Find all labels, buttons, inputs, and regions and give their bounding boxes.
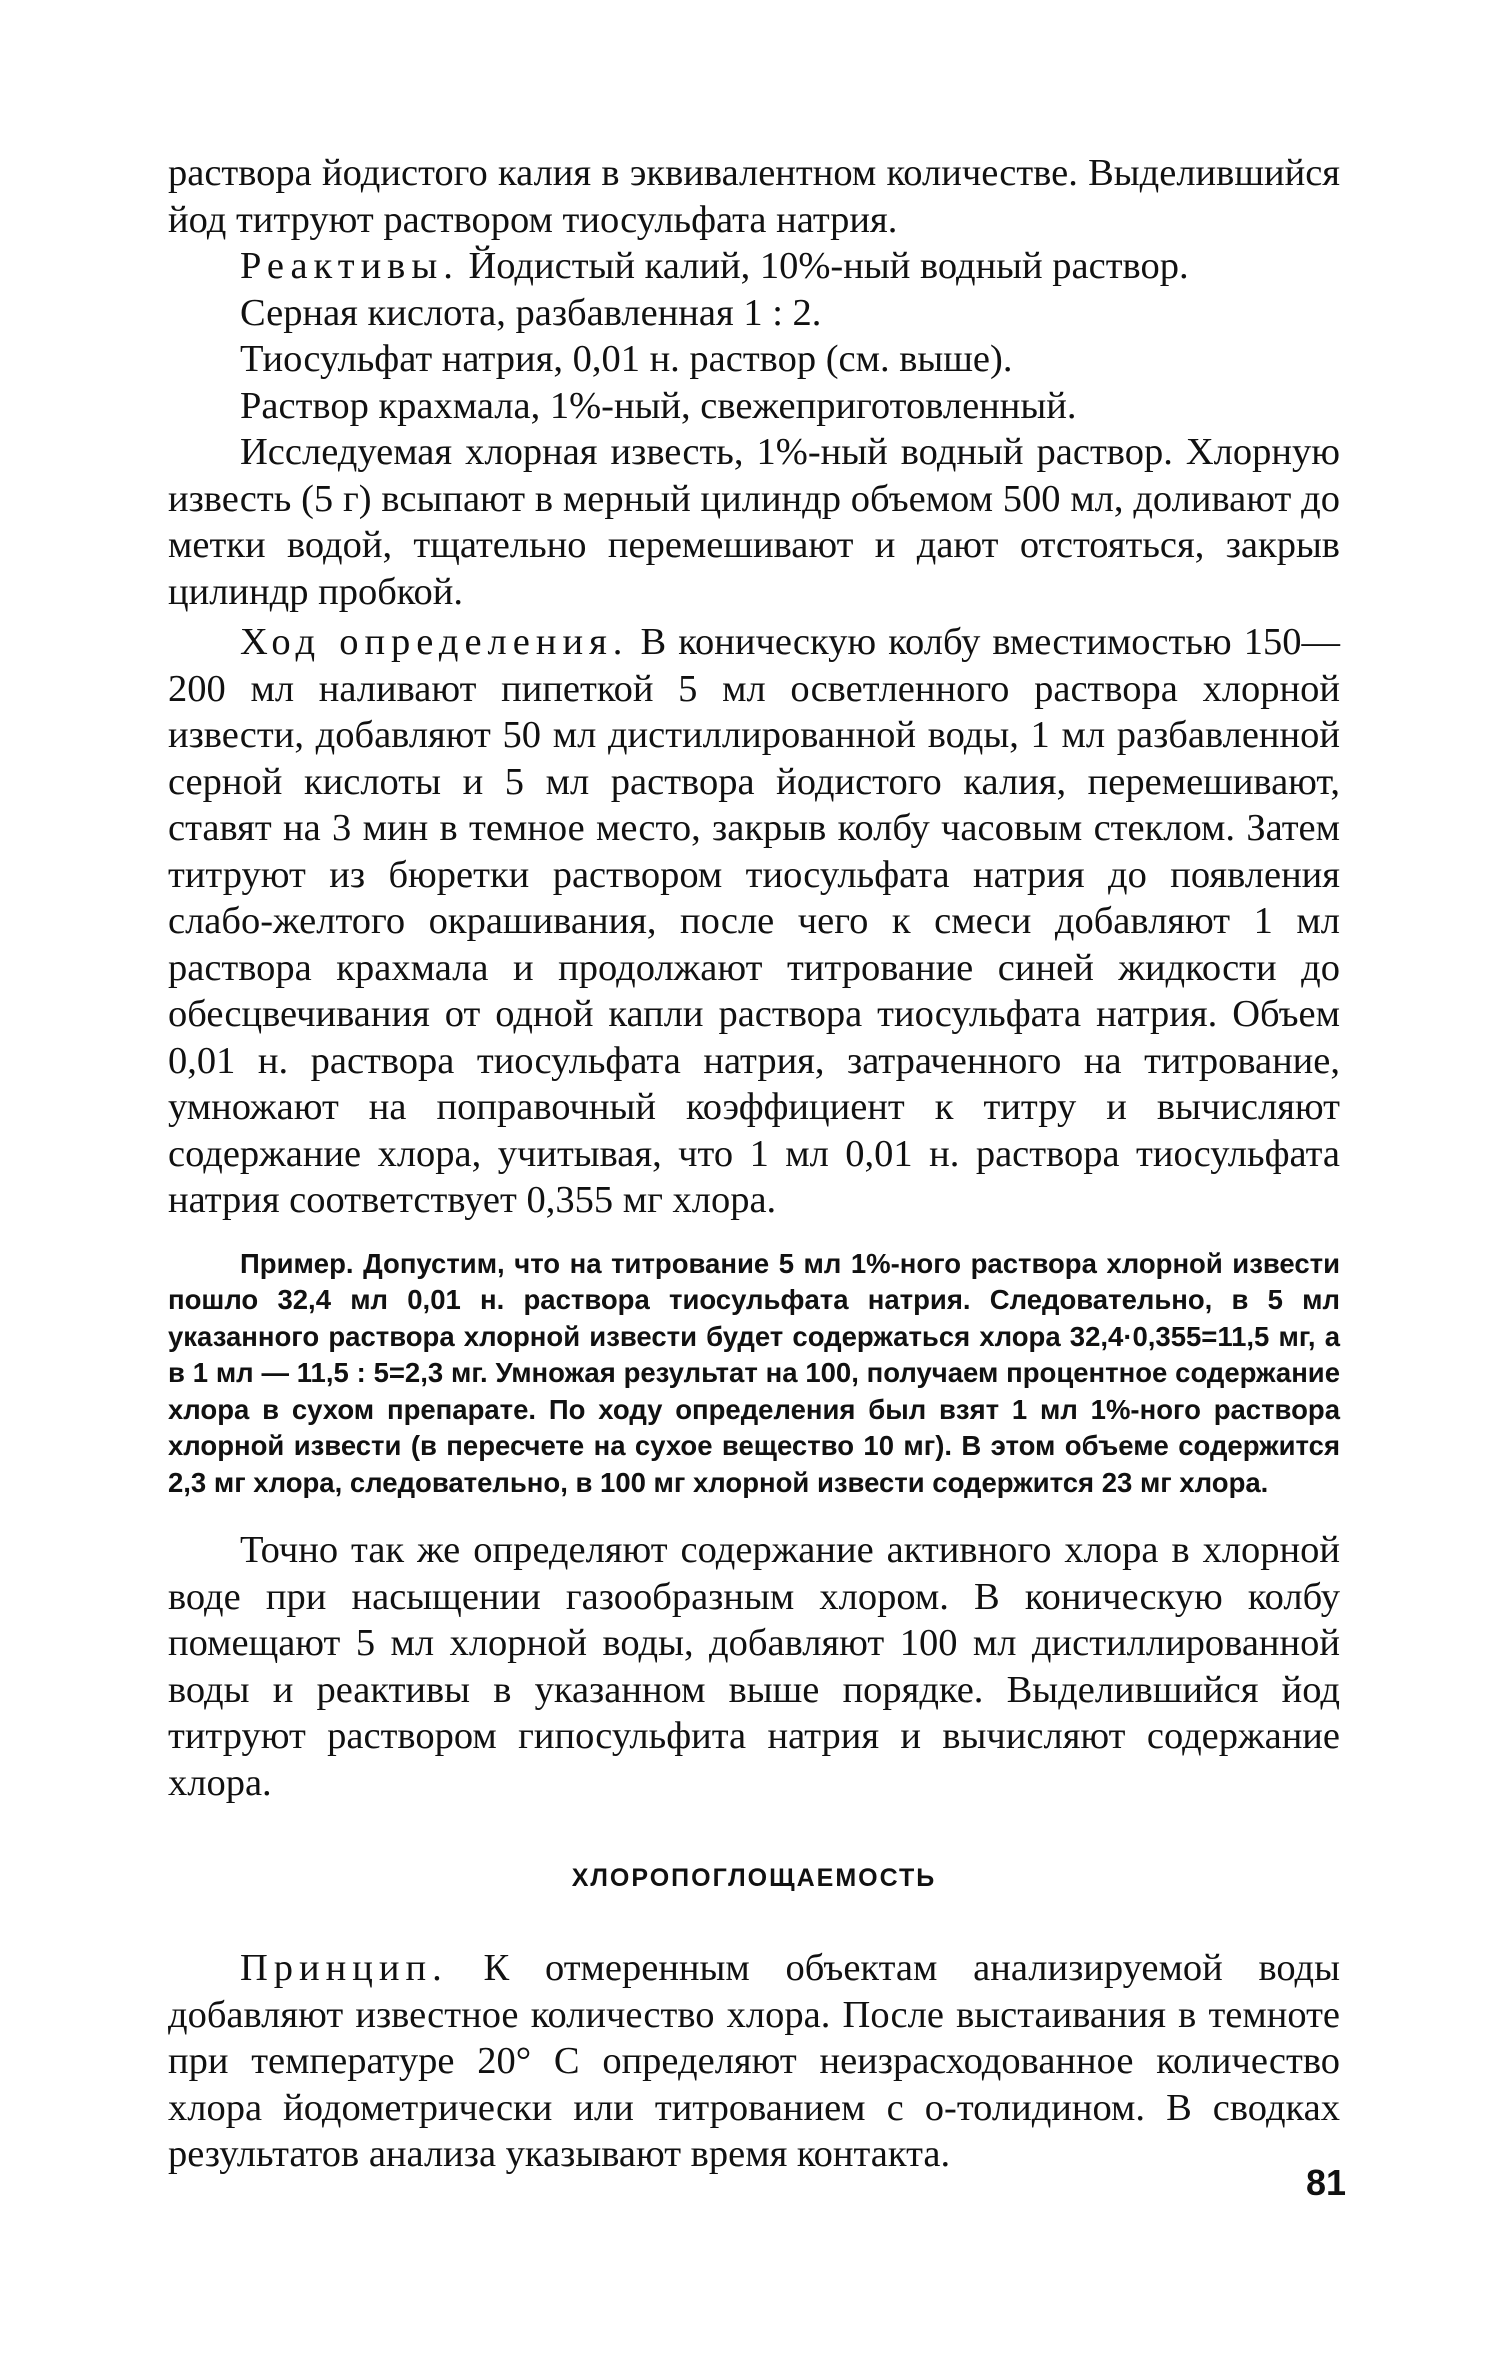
reagent-starch: Раствор крахмала, 1%-ный, свежеприготовленный. <box>240 384 1077 427</box>
reagent-sodium-thiosulfate: Тиосульфат натрия, 0,01 н. раствор (см. выше). <box>240 338 1013 380</box>
page-body <box>168 150 1340 2178</box>
example-label: Пример. <box>240 1247 354 1279</box>
page-number: 81 <box>1306 2162 1347 2203</box>
reagents-line-1 <box>168 243 1340 290</box>
paragraph-chlorine-water: Точно так же определяют содержание активного хлора в хлорной воде при насыщении газообразным хлором. В коническую колбу помещают 5 мл хлорной воды, добавляют 100 мл дистиллированной воды и реактивы в указанном выше порядке. Выделившийся йод титруют раствором гипосульфита натрия и вычисляют содержание хлора. <box>168 1529 1340 1804</box>
example-text: Допустим, что на титрование 5 мл 1%-ного раствора хлорной извести пошло 32,4 мл 0,01 н. раствора тиосульфата натрия. Следовательно, в 5 мл указанного раствора хлорной извести будет содержаться хлора 32,4·0,355=11,5 мг, а в 1 мл — 11,5 : 5=2,3 мг. Умножая результат на 100, получаем процентное содержание хлора в сухом препарате. По ходу определения был взят 1 мл 1%-ного раствора хлорной извести (в пересчете на сухое вещество 10 мг). В этом объеме содержится 2,3 мг хлора, следовательно, в 100 мг хлорной извести содержится 23 мг хлора. <box>168 1247 1341 1498</box>
procedure-label: Ход определения. <box>240 621 629 663</box>
principle-label: Принцип. <box>240 1947 448 1989</box>
reagent-potassium-iodide: Йодистый калий, 10%-ный водный раствор. <box>468 245 1189 287</box>
section-heading: ХЛОРОПОГЛОЩАЕМОСТЬ <box>571 1864 937 1892</box>
reagent-sulfuric-acid: Серная кислота, разбавленная 1 : 2. <box>240 291 822 334</box>
example-block <box>168 1246 1340 1502</box>
paragraph-procedure <box>168 619 1340 1224</box>
principle-text: К отмеренным объектам анализируемой воды добавляют известное количество хлора. После выстаивания в темноте при температуре 20° С определяют неизрасходованное количество хлора йодометрически или титрованием с о-толидином. В сводках результатов анализа указывают время контакта. <box>168 1947 1341 2175</box>
paragraph-continuation: раствора йодистого калия в эквивалентном количестве. Выделившийся йод титруют раствором тиосульфата натрия. <box>168 152 1340 241</box>
procedure-text: В коническую колбу вместимостью 150—200 мл наливают пипеткой 5 мл осветленного раствора хлорной извести, добавляют 50 мл дистиллированной воды, 1 мл разбавленной серной кислоты и 5 мл раствора йодистого калия, перемешивают, ставят на 3 мин в темное место, закрыв колбу часовым стеклом. Затем титруют из бюретки раствором тиосульфата натрия до появления слабо-желтого окрашивания, после чего к смеси добавляют 1 мл раствора крахмала и продолжают титрование синей жидкости до обесцвечивания от одной капли раствора тиосульфата натрия. Объем 0,01 н. раствора тиосульфата натрия, затраченного на титрование, умножают на поправочный коэффициент к титру и вычисляют содержание хлора, учитывая, что 1 мл 0,01 н. раствора тиосульфата натрия соответствует 0,355 мг хлора. <box>168 621 1340 1221</box>
paragraph-lime-solution: Исследуемая хлорная известь, 1%-ный водный раствор. Хлорную известь (5 г) всыпают в мерный цилиндр объемом 500 мл, доливают до метки водой, тщательно перемешивают и дают отстояться, закрыв цилиндр пробкой. <box>168 431 1340 613</box>
reagents-label: Реактивы. <box>240 245 459 287</box>
paragraph-principle <box>168 1945 1340 2178</box>
